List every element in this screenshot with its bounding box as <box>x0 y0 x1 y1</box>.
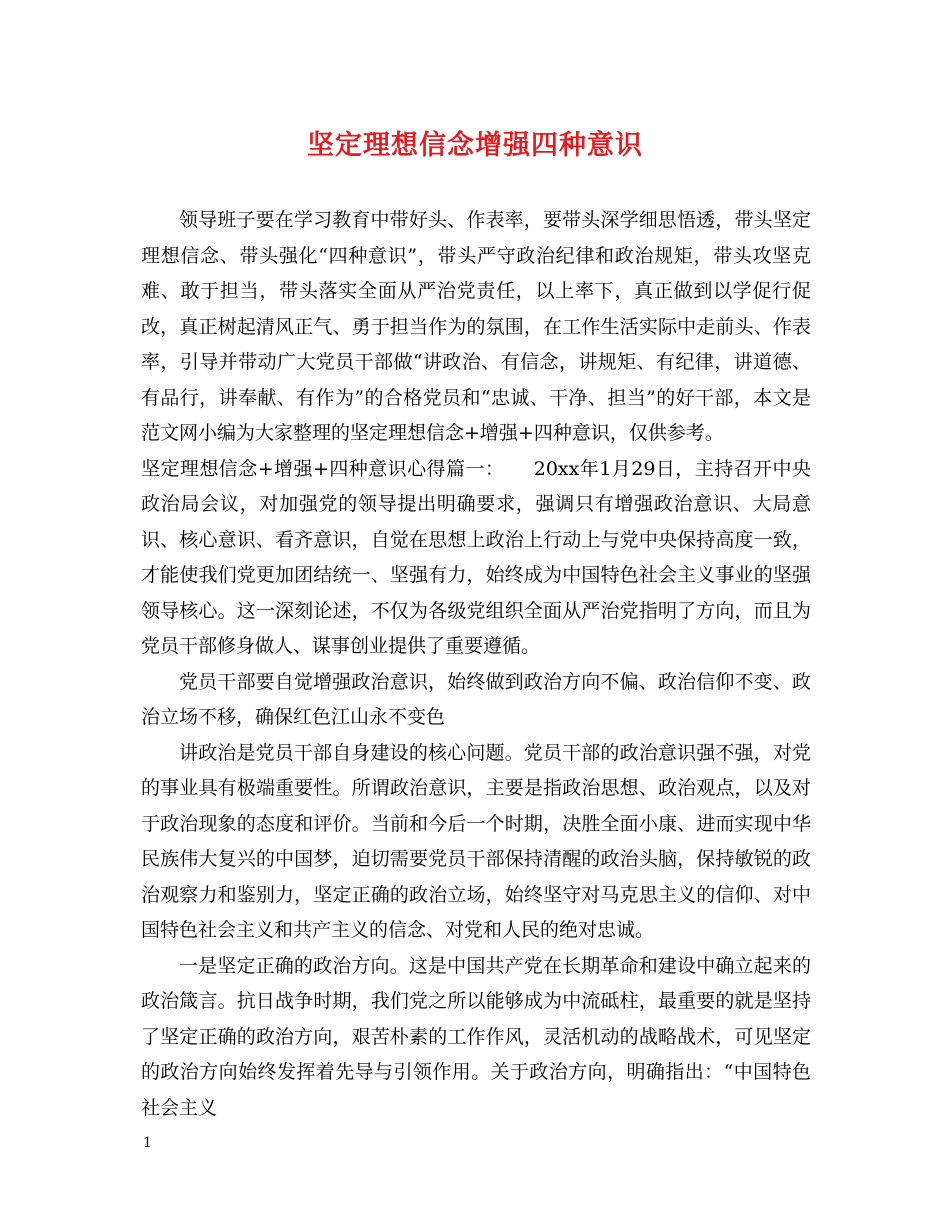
paragraph-intro: 领导班子要在学习教育中带好头、作表率，要带头深学细思悟透，带头坚定理想信念、带头强化“四种意识”，带头严守政治纪律和政治规矩，带头攻坚克难、敢于担当，带头落实全面从严治党责任，以上率下，真正做到以学促行促改，真正树起清风正气、勇于担当作为的氛围，在工作生活实际中走前头、作表率，引导并带动广大党员干部做“讲政治、有信念，讲规矩、有纪律，讲道德、有品行，讲奉献、有作为”的合格党员和“忠诚、干净、担当”的好干部，本文是范文网小编为大家整理的坚定理想信念+增强+四种意识，仅供参考。 <box>141 209 811 444</box>
document-title: 坚定理想信念增强四种意识 <box>307 130 643 161</box>
paragraph-political-awareness: 党员干部要自觉增强政治意识，始终做到政治方向不偏、政治信仰不变、政治立场不移，确保红色江山永不变色 <box>141 670 811 728</box>
document-body <box>141 203 811 1126</box>
paragraph-political-direction: 一是坚定正确的政治方向。这是中国共产党在长期革命和建设中确立起来的政治箴言。抗日战争时期，我们党之所以能够成为中流砥柱，最重要的就是坚持了坚定正确的政治方向，艰苦朴素的工作作风，灵活机动的战略战术，可见坚定的政治方向始终发挥着先导与引领作用。关于政治方向，明确指出：“中国特色社会主义 <box>141 954 811 1119</box>
paragraph-section-one: 坚定理想信念+增强+四种意识心得篇一： 20xx年1月29日，主持召开中央政治局会议，对加强党的领导提出明确要求，强调只有增强政治意识、大局意识、核心意识、看齐意识，自觉在思想上政治上行动上与党中央保持高度一致，才能使我们党更加团结统一、坚强有力，始终成为中国特色社会主义事业的坚强领导核心。这一深刻论述，不仅为各级党组织全面从严治党指明了方向，而且为党员干部修身做人、谋事创业提供了重要遵循。 <box>141 457 811 657</box>
page-number: 1 <box>143 1135 152 1151</box>
paragraph-talk-politics: 讲政治是党员干部自身建设的核心问题。党员干部的政治意识强不强，对党的事业具有极端重要性。所谓政治意识，主要是指政治思想、政治观点，以及对于政治现象的态度和评价。当前和今后一个时期，决胜全面小康、进而实现中华民族伟大复兴的中国梦，迫切需要党员干部保持清醒的政治头脑，保持敏锐的政治观察力和鉴别力，坚定正确的政治立场，始终坚守对马克思主义的信仰、对中国特色社会主义和共产主义的信念、对党和人民的绝对忠诚。 <box>141 741 811 941</box>
